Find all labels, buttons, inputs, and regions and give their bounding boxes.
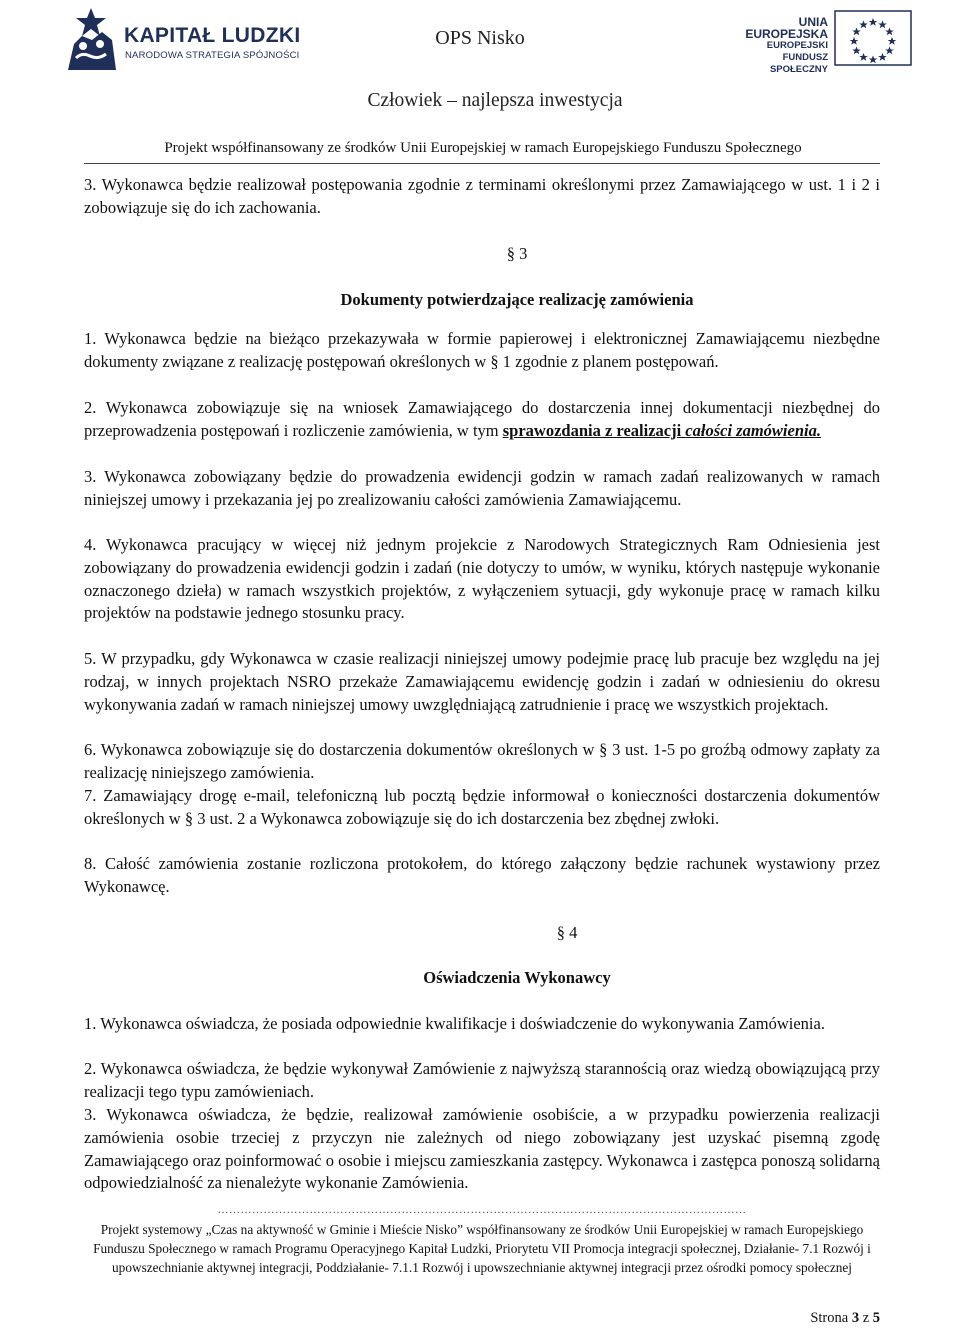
section3-item-1: 1. Wykonawca będzie na bieżąco przekazywała w formie papierowej i elektronicznej Zamawiającemu niezbędne dokumenty związane z realizację postępowań określonych w § 1 zgodnie z planem postępowań. (84, 329, 880, 371)
section3-item-4: 4. Wykonawca pracujący w więcej niż jednym projekcie z Narodowych Strategicznych Ram Odniesienia jest zobowiązany do prowadzenia ewidencji godzin i zadań (nie dotyczy to umów, w wyniku, których następuje wykonanie oznaczonego dzieła) w ramach wszystkich projektów, z wyłączeniem sytuacji, gdy wykonuje pracę w ramach kilku projektów na podstawie jednego stosunku pracy. (84, 535, 880, 623)
kapital-ludzki-emblem-icon (62, 6, 120, 72)
header-divider (84, 163, 880, 164)
intro-item: 3. Wykonawca będzie realizował postępowania zgodnie z terminami określonymi przez Zamawiającego w ust. 1 i 2 i zobowiązuje się do ich zachowania. (84, 175, 880, 217)
footer-text: Projekt systemowy „Czas na aktywność w Gminie i Mieście Nisko” współfinansowany ze środków Unii Europejskiej w ramach Europejskiego Funduszu Społecznego w ramach Programu Operacyjnego Kapitał Ludzki, Priorytetu VII Promocja integracji społecznej, Działanie- 7.1 Rozwój i upowszechnianie aktywnej integracji, Poddziałanie- 7.1.1 Rozwój i upowszechnianie aktywnej integracji przez ośrodki pomocy społecznej (93, 1222, 871, 1275)
section4-item-1: 1. Wykonawca oświadcza, że posiada odpowiednie kwalifikacje i doświadczenie do wykonywania Zamówienia. (84, 1014, 825, 1033)
section3-item-8: 8. Całość zamówienia zostanie rozliczona protokołem, do którego załączony będzie rachunek wystawiony przez Wykonawcę. (84, 854, 880, 896)
motto: Człowiek – najlepsza inwestycja (367, 90, 623, 111)
eu-flag-icon (834, 10, 912, 66)
kapital-ludzki-logo (62, 6, 352, 72)
section3-item-6: 6. Wykonawca zobowiązuje się do dostarczenia dokumentów określonych w § 3 ust. 1-5 po groźbą odmowy zapłaty za realizację niniejszego zamówienia. (84, 740, 880, 782)
section3-item-2-underlined-a: sprawozdania z realizacji (502, 420, 686, 440)
section3-title: Dokumenty potwierdzające realizację zamówienia (340, 290, 694, 309)
section4-item-3: 3. Wykonawca oświadcza, że będzie, realizował zamówienie osobiście, a w przypadku powierzenia realizacji zamówienia osobie trzeciej z przyczyn nie zależnych od niego zobowiązany jest uzyskać pisemną zgodę Zamawiającego oraz poinformować o osobie i miejscu zamieszkania zastępcy. Wykonawca i zastępca ponoszą solidarną odpowiedzialność za nienależyte wykonanie Zamówienia. (84, 1105, 880, 1193)
page-label: Strona (810, 1310, 849, 1326)
footer-dotted-line: ………………………………………………………………………………………………………………………… (217, 1204, 747, 1216)
section3-item-5: 5. W przypadku, gdy Wykonawca w czasie realizacji niniejszej umowy podejmie pracę lub pracuje bez względu na jej rodzaj, w innych projektach NSRO przekaże Zamawiającemu ewidencję godzin i zadań w odniesieniu do okresu wykonywania zadań w ramach niniejszej umowy uwzględniającą zatrudnienie i pracę we wszystkich projektach. (84, 649, 880, 714)
page-total: 5 (872, 1310, 880, 1326)
page-number (760, 1310, 880, 1327)
cofinancing-note: Projekt współfinansowany ze środków Unii Europejskiej w ramach Europejskiego Funduszu Społecznego (164, 140, 802, 156)
section3-item-2 (84, 397, 880, 443)
section3-item-3: 3. Wykonawca zobowiązany będzie do prowadzenia ewidencji godzin w ramach zadań realizowanych w ramach niniejszej umowy i przekazania jej po zrealizowaniu całości zamówienia Zamawiającemu. (84, 467, 880, 509)
eu-logo-line1: UNIA EUROPEJSKA (745, 15, 828, 41)
section3-number: § 3 (506, 244, 528, 263)
eu-logo-line2: EUROPEJSKI (766, 40, 828, 51)
section4-number: § 4 (556, 923, 578, 942)
section3-item-2-text: 2. Wykonawca zobowiązuje się na wniosek Zamawiającego do dostarczenia innej dokumentacji niezbędnej do przeprowadzenia postępowań i rozliczenie zamówienia, w tym (84, 398, 880, 440)
section3-item-2-underlined-b: całości zamówienia. (685, 420, 821, 440)
section3-item-7: 7. Zamawiający drogę e-mail, telefoniczną lub pocztą będzie informował o konieczności dostarczenia dokumentów określonych w § 3 ust. 2 a Wykonawca zobowiązuje się do ich dostarczenia bez zbędnej zwłoki. (84, 786, 880, 828)
page-current: 3 (851, 1310, 860, 1326)
eu-logo-line3: FUNDUSZ SPOŁECZNY (769, 52, 828, 75)
eu-logo (724, 8, 914, 75)
eu-logo-text (724, 16, 828, 76)
kapital-ludzki-title: KAPITAŁ LUDZKI (124, 24, 301, 47)
kapital-ludzki-subtitle: NARODOWA STRATEGIA SPÓJNOŚCI (125, 50, 300, 61)
section4-title: Oświadczenia Wykonawcy (423, 968, 611, 987)
section4-item-2: 2. Wykonawca oświadcza, że będzie wykonywał Zamówienie z najwyższą starannością oraz wiedzą obowiązującą przy realizacji tego typu zamówieniach. (84, 1059, 880, 1101)
page-separator: z (862, 1310, 870, 1326)
organization-name: OPS Nisko (435, 27, 525, 49)
